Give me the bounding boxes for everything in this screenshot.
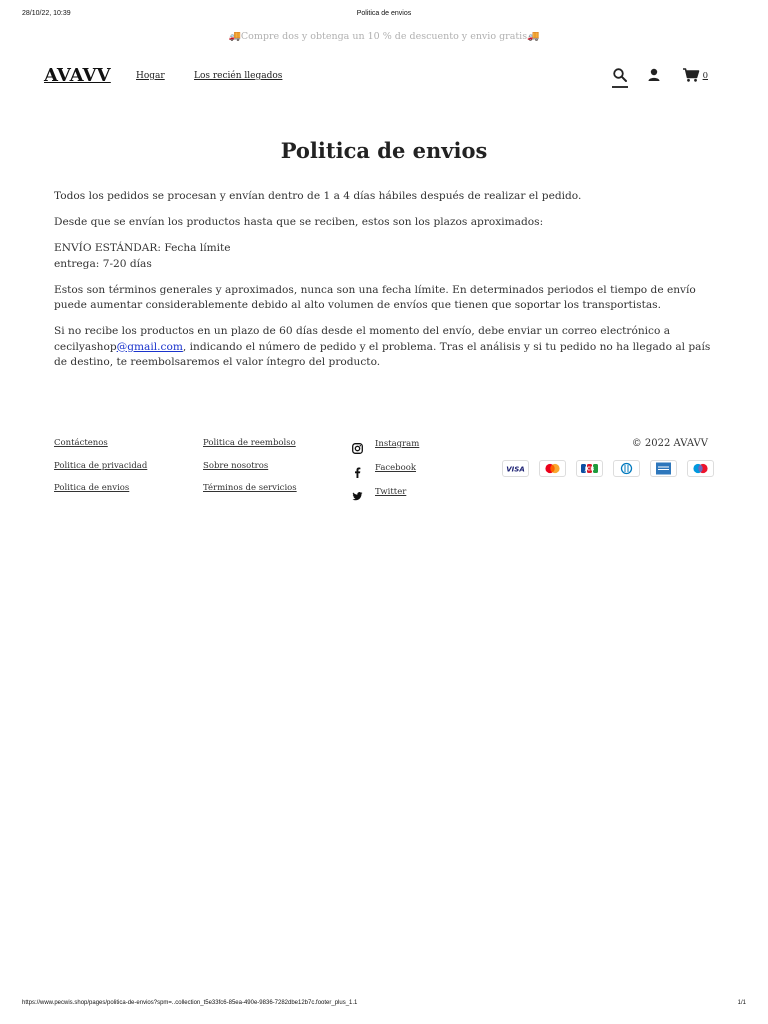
print-footer [22,1000,746,1010]
social-item-instagram[interactable] [352,438,472,462]
footer-column-2 [203,438,297,506]
page-title: Politica de envios [280,138,488,163]
social-link-facebook[interactable]: Facebook [375,463,417,473]
search-icon-underline [612,86,628,88]
instagram-icon [352,439,363,450]
diners-club-icon [613,460,640,477]
policy-paragraph: Desde que se envían los productos hasta que se reciben, estos son los plazos aproximados: [54,216,544,228]
shipping-standard-line1: ENVÍO ESTÁNDAR: Fecha límite [54,242,231,254]
social-link-instagram[interactable]: Instagram [375,439,420,449]
email-link[interactable]: @gmail.com [116,340,183,353]
nav-link-new-arrivals[interactable]: Los recién llegados [194,71,283,81]
visa-label: VISA [506,465,525,474]
print-page-number: 1/1 [737,1000,746,1006]
print-header [22,10,746,22]
search-icon[interactable] [612,67,628,83]
policy-paragraph: Estos son términos generales y aproximados, nunca son una fecha límite. En determinados periodos el tiempo de envío puede aumentar considerablemente debido al alto volumen de envíos que tienen que soportar los transportistas. [54,283,696,311]
print-url: https://www.pecwis.shop/pages/politica-de-envios?spm=..collection_t5e33fc6-85ea-490e-9836-7282dbe12b7c.footer_plus_1.1 [22,1000,358,1006]
truck-icon: 🚚 [228,31,241,42]
footer-link-shipping[interactable]: Politica de envios [54,483,130,493]
footer-link-refund[interactable]: Politica de reembolso [203,438,296,448]
footer-column-1 [54,438,147,506]
payment-methods [502,460,714,478]
footer-link-contact[interactable]: Contáctenos [54,438,108,448]
shipping-standard [54,241,720,272]
announcement-bar [0,31,768,42]
footer-link-privacy[interactable]: Politica de privacidad [54,460,148,471]
american-express-icon [650,460,677,477]
site-footer [54,438,714,518]
svg-text:JCB: JCB [584,466,595,473]
policy-paragraph: Todos los pedidos se procesan y envían dentro de 1 a 4 días hábiles después de realizar el pedido. [54,190,582,202]
refund-paragraph [54,324,720,371]
facebook-icon [352,463,363,474]
copyright: © 2022 AVAVV [631,438,708,449]
jcb-icon [576,460,603,477]
refund-text-after: , indicando el número de pedido y el problema. Tras el análisis y si tu pedido no ha llegado al país de destino, te reembolsaremos el valor íntegro del producto. [54,340,711,368]
policy-content [54,189,720,381]
social-item-facebook[interactable] [352,462,472,486]
print-datetime: 28/10/22, 10:39 [22,10,71,17]
footer-link-about[interactable]: Sobre nosotros [203,460,269,471]
footer-link-terms[interactable]: Términos de servicios [203,483,297,493]
maestro-icon [687,460,714,477]
site-logo[interactable]: AVAVV [44,65,111,86]
site-header [44,62,708,92]
visa-icon [502,460,529,477]
shipping-standard-line2: entrega: 7-20 días [54,257,152,270]
social-item-twitter[interactable] [352,486,472,510]
mastercard-icon [539,460,566,477]
cart-count[interactable]: 0 [702,71,708,81]
twitter-icon [352,487,363,498]
footer-social [352,438,472,510]
header-icons [598,67,708,87]
truck-icon: 🚚 [527,31,540,42]
cart-icon[interactable] [682,67,698,83]
social-link-twitter[interactable]: Twitter [375,487,407,497]
nav-link-home[interactable]: Hogar [136,71,165,81]
announcement-text: Compre dos y obtenga un 10 % de descuento y envio gratis [240,31,528,42]
refund-text-before: Si no recibe los productos en un plazo de 60 días desde el momento del envío, debe enviar un correo electrónico a cecilyashop [54,325,671,353]
print-title: Politica de envios [356,10,412,17]
user-icon[interactable] [646,67,662,83]
